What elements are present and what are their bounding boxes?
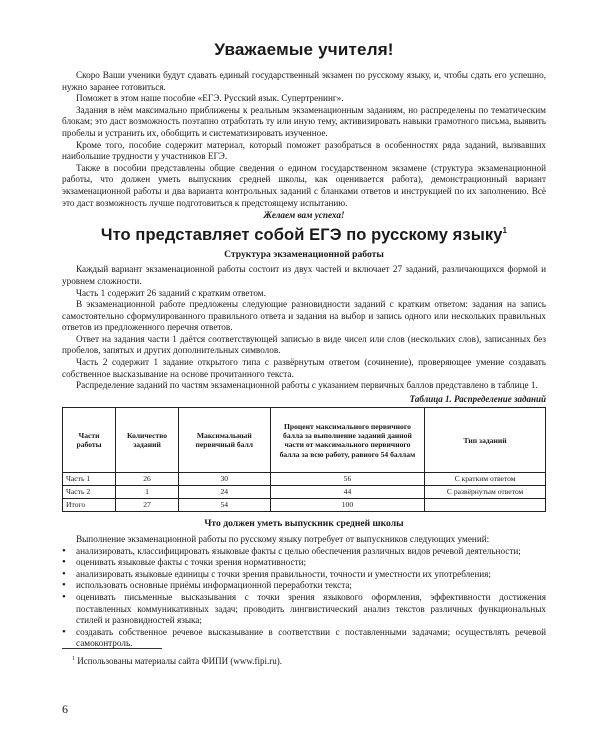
table-cell: Итого [63, 499, 116, 512]
list-item: • анализировать языковые единицы с точки зрения правильности, точности и уместности их употребления; [62, 569, 546, 581]
table-cell: С кратким ответом [425, 473, 546, 486]
table-cell: 44 [270, 486, 425, 499]
structure-title: Структура экзаменационной работы [224, 248, 384, 260]
table-cell: С развёрнутым ответом [425, 486, 546, 499]
header-cell: Части работы [63, 408, 116, 473]
table-cell [425, 499, 546, 512]
footnote-ref: 1 [502, 225, 508, 235]
footnote-text: Использованы материалы сайта ФИПИ (www.fipi.ru). [77, 656, 282, 666]
table-cell: Часть 2 [63, 486, 116, 499]
structure-paragraph: Распределение заданий по частям экзаменационной работы с указанием первичных баллов представлено в таблице 1. [76, 380, 538, 391]
table-caption: Таблица 1. Распределение заданий [409, 393, 546, 404]
distribution-table [62, 407, 546, 512]
table-cell: 56 [270, 473, 425, 486]
table-cell: 1 [116, 486, 179, 499]
table-cell: 30 [178, 473, 270, 486]
table-row [63, 473, 546, 486]
footnote-divider [62, 648, 162, 649]
structure-paragraph: Часть 1 содержит 26 заданий с кратким ответом. [76, 287, 266, 298]
list-item: • анализировать, классифицировать языковые факты с целью обеспечения различных видов речевой деятельности; [62, 546, 546, 558]
header-cell: Максимальный первичный балл [178, 408, 270, 473]
table-row [63, 499, 546, 512]
footnote-mark: 1 [72, 656, 75, 662]
table-cell: 54 [178, 499, 270, 512]
intro-paragraph: Скоро Ваши ученики будут сдавать единый государственный экзамен по русскому языку, и, чтобы сдать его успешно, нужно заранее готовиться. [62, 70, 546, 92]
skills-intro: Выполнение экзаменационной работы по русскому языку потребует от выпускников следующих умений: [76, 534, 490, 545]
header-cell: Количество заданий [116, 408, 179, 473]
intro-paragraph: Также в пособии представлены общие сведения о едином государственном экзамене (структура экзаменационной работы, что должен уметь выпускник средней школы, как оценивается работа), демонстрационный вариант экзаменационной работы и два варианта контрольных заданий с бланками ответов и инструкцией по их заполнению. Всё это даст возможность лучше подготовиться к предстоящему испытанию. [62, 162, 546, 208]
list-item: • оценивать языковые факты с точки зрения нормативности; [62, 557, 546, 569]
intro-paragraph: Задания в нём максимально приближены к реальным экзаменационным заданиям, но распределены по тематическим блокам; это даст возможность поэтапно отработать ту или иную тему, активизировать навыки грамотного письма, выявить пробелы и устранить их, обобщить и систематизировать изученное. [62, 104, 546, 138]
header-cell: Тип заданий [425, 408, 546, 473]
intro-section [62, 70, 546, 222]
intro-paragraph: Поможет в этом наше пособие «ЕГЭ. Русский язык. Супертренинг». [76, 93, 344, 104]
heading-ege-text: Что представляет собой ЕГЭ по русскому языку [100, 225, 503, 244]
table-cell: 26 [116, 473, 179, 486]
wish-text: Желаем вам успеха! [263, 210, 345, 221]
table-cell: 27 [116, 499, 179, 512]
footnote [72, 656, 282, 666]
table-cell: Часть 1 [63, 473, 116, 486]
list-item: • оценивать письменные высказывания с точки зрения языкового оформления, эффективности достижения поставленных коммуникативных задач; проводить лингвистический анализ текстов различных функциональных стилей и разновидностей языка; [62, 592, 546, 627]
table-header-row [63, 408, 546, 473]
header-cell: Процент максимального первичного балла за выполнение заданий данной части от максимального первичного балла за всю работу, равного 54 баллам [270, 408, 425, 473]
list-item: • использовать основные приёмы информационной переработки текста; [62, 580, 546, 592]
structure-paragraph: Часть 2 содержит 1 задание открытого типа с развёрнутым ответом (сочинение), проверяющее умение создавать собственное высказывание на основе прочитанного текста. [62, 357, 546, 379]
list-item: • создавать собственное речевое высказывание в соответствии с поставленными задачами; осуществлять речевой самоконтроль. [62, 627, 546, 650]
page-content [62, 40, 546, 650]
structure-paragraph: В экзаменационной работе предложены следующие разновидности заданий с кратким ответом: задания на запись самостоятельно сформулированного правильного ответа и задания на выбор и запись одного или нескольких правильных ответов из предложенного перечня ответов. [62, 299, 546, 333]
table-row [63, 486, 546, 499]
table-cell: 24 [178, 486, 270, 499]
page-number: 6 [62, 702, 68, 716]
structure-paragraph: Ответ на задания части 1 даётся соответствующей записью в виде чисел или слов (нескольких слов), записанных без пробелов, запятых и других дополнительных символов. [62, 333, 546, 356]
table-cell: 100 [270, 499, 425, 512]
skills-title: Что должен уметь выпускник средней школы [204, 518, 404, 530]
heading-teachers: Уважаемые учителя! [214, 40, 394, 59]
structure-paragraph: Каждый вариант экзаменационной работы состоит из двух частей и включает 27 заданий, различающихся формой и уровнем сложности. [62, 264, 546, 286]
structure-section [62, 249, 546, 650]
heading-ege [62, 226, 546, 245]
skills-list [62, 546, 546, 650]
intro-paragraph: Кроме того, пособие содержит материал, который поможет разобраться в особенностях ряда заданий, вызвавших наибольшие трудности у участников ЕГЭ. [62, 139, 546, 162]
